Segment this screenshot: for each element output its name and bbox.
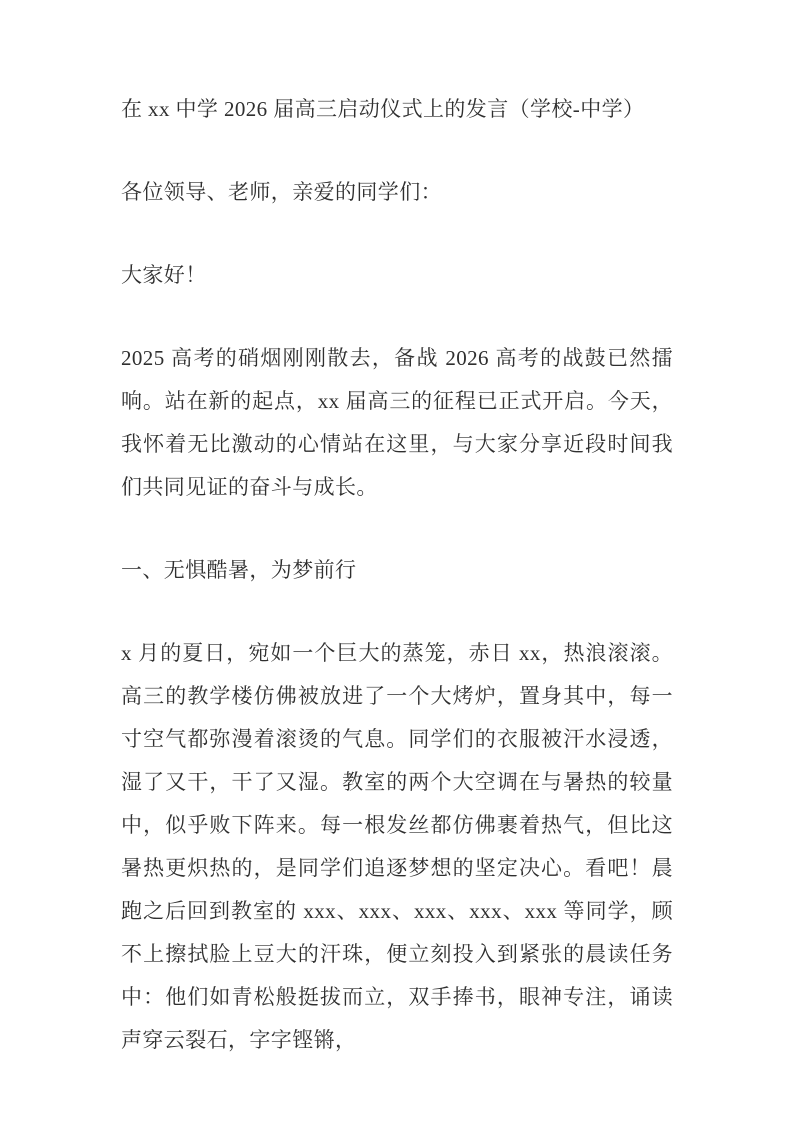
salutation-line: 各位领导、老师，亲爱的同学们： xyxy=(121,180,442,204)
intro-paragraph: 2025 高考的硝烟刚刚散去，备战 2026 高考的战鼓已然擂响。站在新的起点，xx 届高三的征程已正式开启。今天，我怀着无比激动的心情站在这里，与大家分享近段时间我们共同见证的奋斗与成长。 xyxy=(121,346,673,499)
greeting-line: 大家好！ xyxy=(121,263,207,287)
document-title: 在 xx 中学 2026 届高三启动仪式上的发言（学校-中学） xyxy=(121,97,645,121)
section-1-paragraph: x 月的夏日，宛如一个巨大的蒸笼，赤日 xx，热浪滚滚。高三的教学楼仿佛被放进了一个大烤炉，置身其中，每一寸空气都弥漫着滚烫的气息。同学们的衣服被汗水浸透，湿了又干，干了又湿。教室的两个大空调在与暑热的较量中，似乎败下阵来。每一根发丝都仿佛裹着热气，但比这暑热更炽热的，是同学们追逐梦想的坚定决心。看吧！晨跑之后回到教室的 xxx、xxx、xxx、xxx、xxx 等同学，顾不上擦拭脸上豆大的汗珠，便立刻投入到紧张的晨读任务中：他们如青松般挺拔而立，双手捧书，眼神专注，诵读声穿云裂石，字字铿锵， xyxy=(121,641,673,1052)
section-1-heading: 一、无惧酷暑，为梦前行 xyxy=(121,558,357,582)
